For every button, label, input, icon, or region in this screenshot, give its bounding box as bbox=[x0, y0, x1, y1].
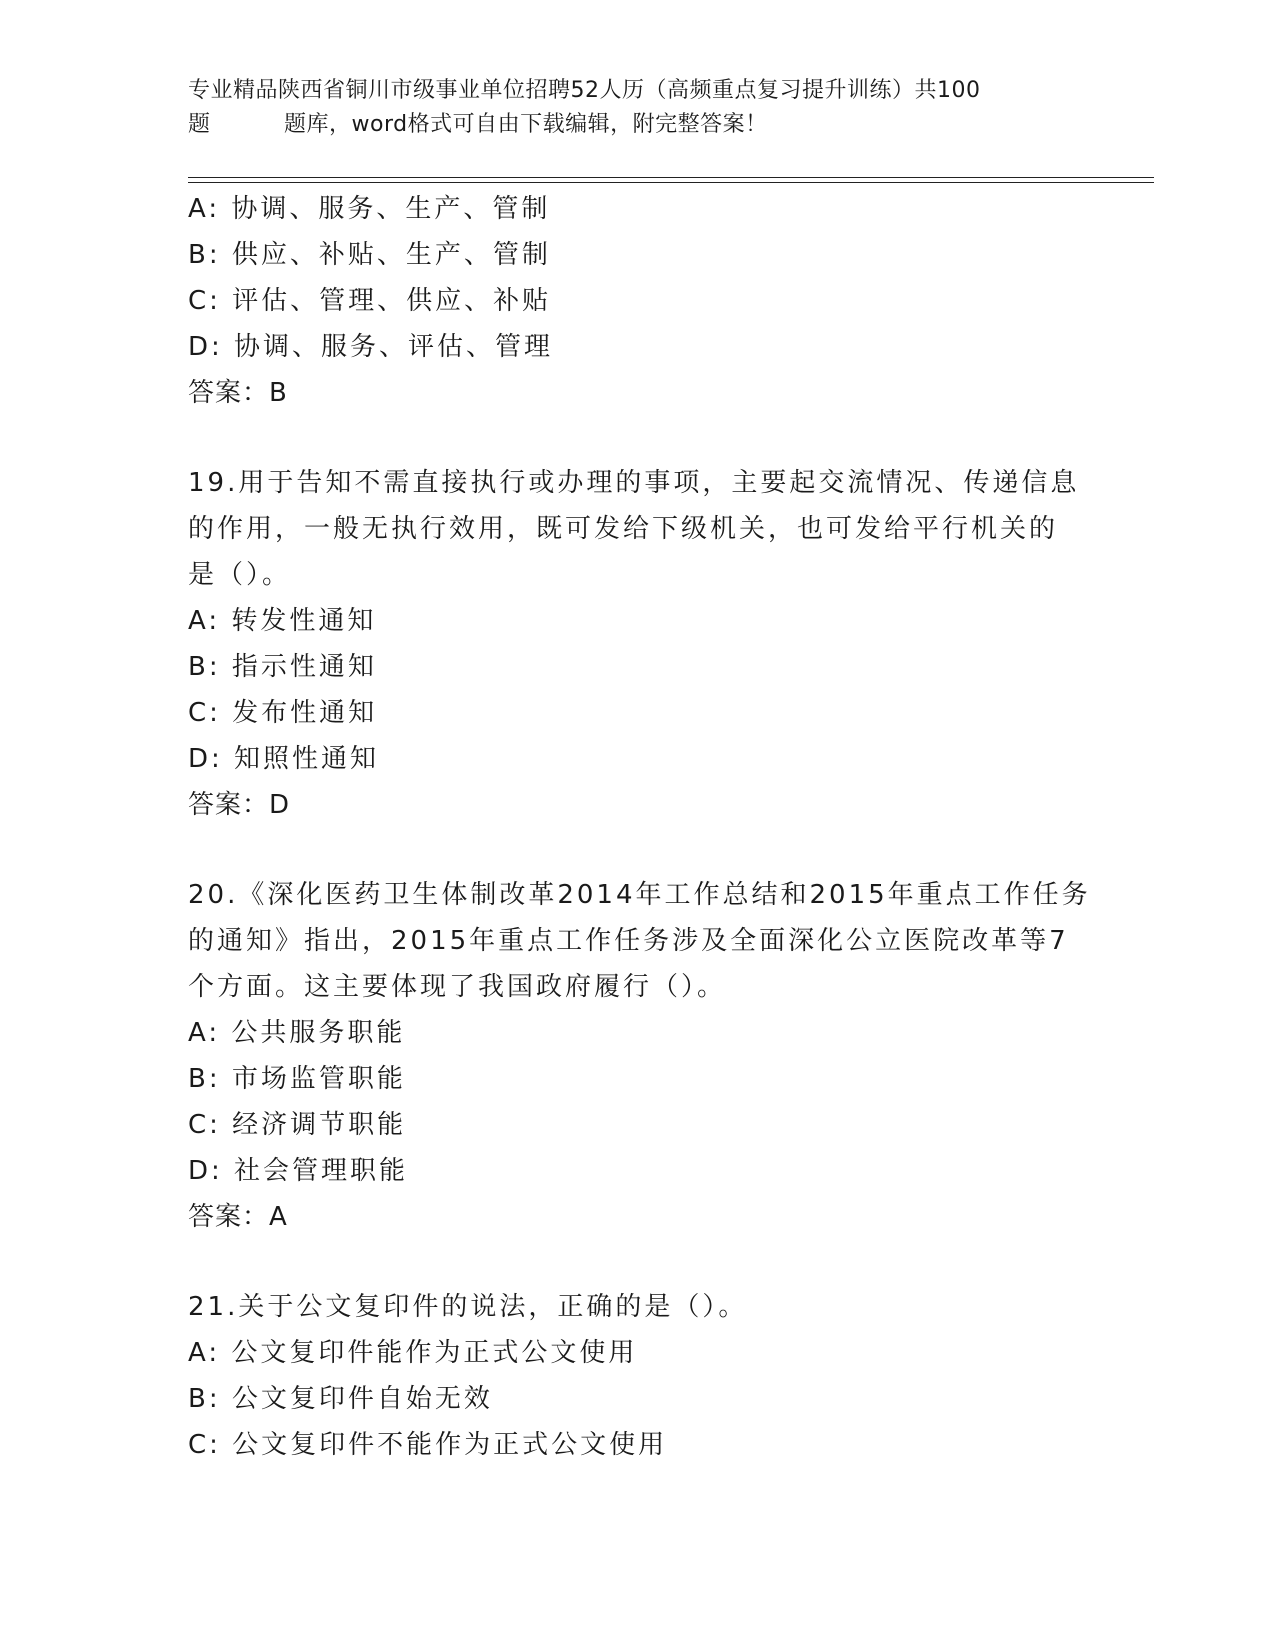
spacer bbox=[188, 416, 1088, 460]
header-line2-prefix: 题 bbox=[188, 112, 211, 137]
question-18-continued bbox=[188, 186, 1088, 416]
option-d: D: 知照性通知 bbox=[188, 744, 380, 774]
header-divider-bottom bbox=[188, 182, 1154, 183]
question-list bbox=[188, 186, 1091, 1468]
option-c: C: 评估、管理、供应、补贴 bbox=[188, 286, 552, 316]
question-19 bbox=[188, 460, 1088, 828]
spacer bbox=[188, 828, 1088, 872]
question-text-line: 21.关于公文复印件的说法，正确的是（）。 bbox=[188, 1292, 748, 1322]
option-c: C: 发布性通知 bbox=[188, 698, 378, 728]
question-text-line: 是（）。 bbox=[188, 560, 292, 590]
question-text bbox=[188, 872, 1091, 1010]
option-b: B: 公文复印件自始无效 bbox=[188, 1384, 493, 1414]
option-a: A: 公共服务职能 bbox=[188, 1018, 406, 1048]
question-text-line: 的作用，一般无执行效用，既可发给下级机关，也可发给平行机关的 bbox=[188, 514, 1059, 544]
answer-line: 答案：B bbox=[188, 378, 288, 408]
question-text-line: 的通知》指出，2015年重点工作任务涉及全面深化公立医院改革等7 bbox=[188, 926, 1069, 956]
page-header bbox=[188, 74, 1068, 142]
spacer bbox=[188, 1240, 1088, 1284]
question-21 bbox=[188, 1284, 1088, 1468]
question-text-line: 19.用于告知不需直接执行或办理的事项，主要起交流情况、传递信息 bbox=[188, 468, 1080, 498]
option-d: D: 协调、服务、评估、管理 bbox=[188, 332, 554, 362]
option-a: A: 公文复印件能作为正式公文使用 bbox=[188, 1338, 638, 1368]
option-d: D: 社会管理职能 bbox=[188, 1156, 409, 1186]
question-20 bbox=[188, 872, 1091, 1240]
option-a: A: 转发性通知 bbox=[188, 606, 377, 636]
question-text-line: 20.《深化医药卫生体制改革2014年工作总结和2015年重点工作任务 bbox=[188, 880, 1091, 910]
option-b: B: 指示性通知 bbox=[188, 652, 377, 682]
option-a: A: 协调、服务、生产、管制 bbox=[188, 194, 551, 224]
header-title-line2 bbox=[188, 108, 1068, 142]
question-text bbox=[188, 1284, 1068, 1330]
option-c: C: 经济调节职能 bbox=[188, 1110, 407, 1140]
answer-line: 答案：A bbox=[188, 1202, 288, 1232]
option-b: B: 供应、补贴、生产、管制 bbox=[188, 240, 551, 270]
answer-line: 答案：D bbox=[188, 790, 291, 820]
header-line2-rest: 题库，word格式可自由下载编辑，附完整答案！ bbox=[284, 112, 768, 137]
question-text bbox=[188, 460, 1080, 598]
question-text-line: 个方面。这主要体现了我国政府履行（）。 bbox=[188, 972, 727, 1002]
option-c: C: 公文复印件不能作为正式公文使用 bbox=[188, 1430, 668, 1460]
header-title-line1: 专业精品陕西省铜川市级事业单位招聘52人历（高频重点复习提升训练）共100 bbox=[188, 78, 981, 103]
header-divider-top bbox=[188, 177, 1154, 178]
option-b: B: 市场监管职能 bbox=[188, 1064, 406, 1094]
